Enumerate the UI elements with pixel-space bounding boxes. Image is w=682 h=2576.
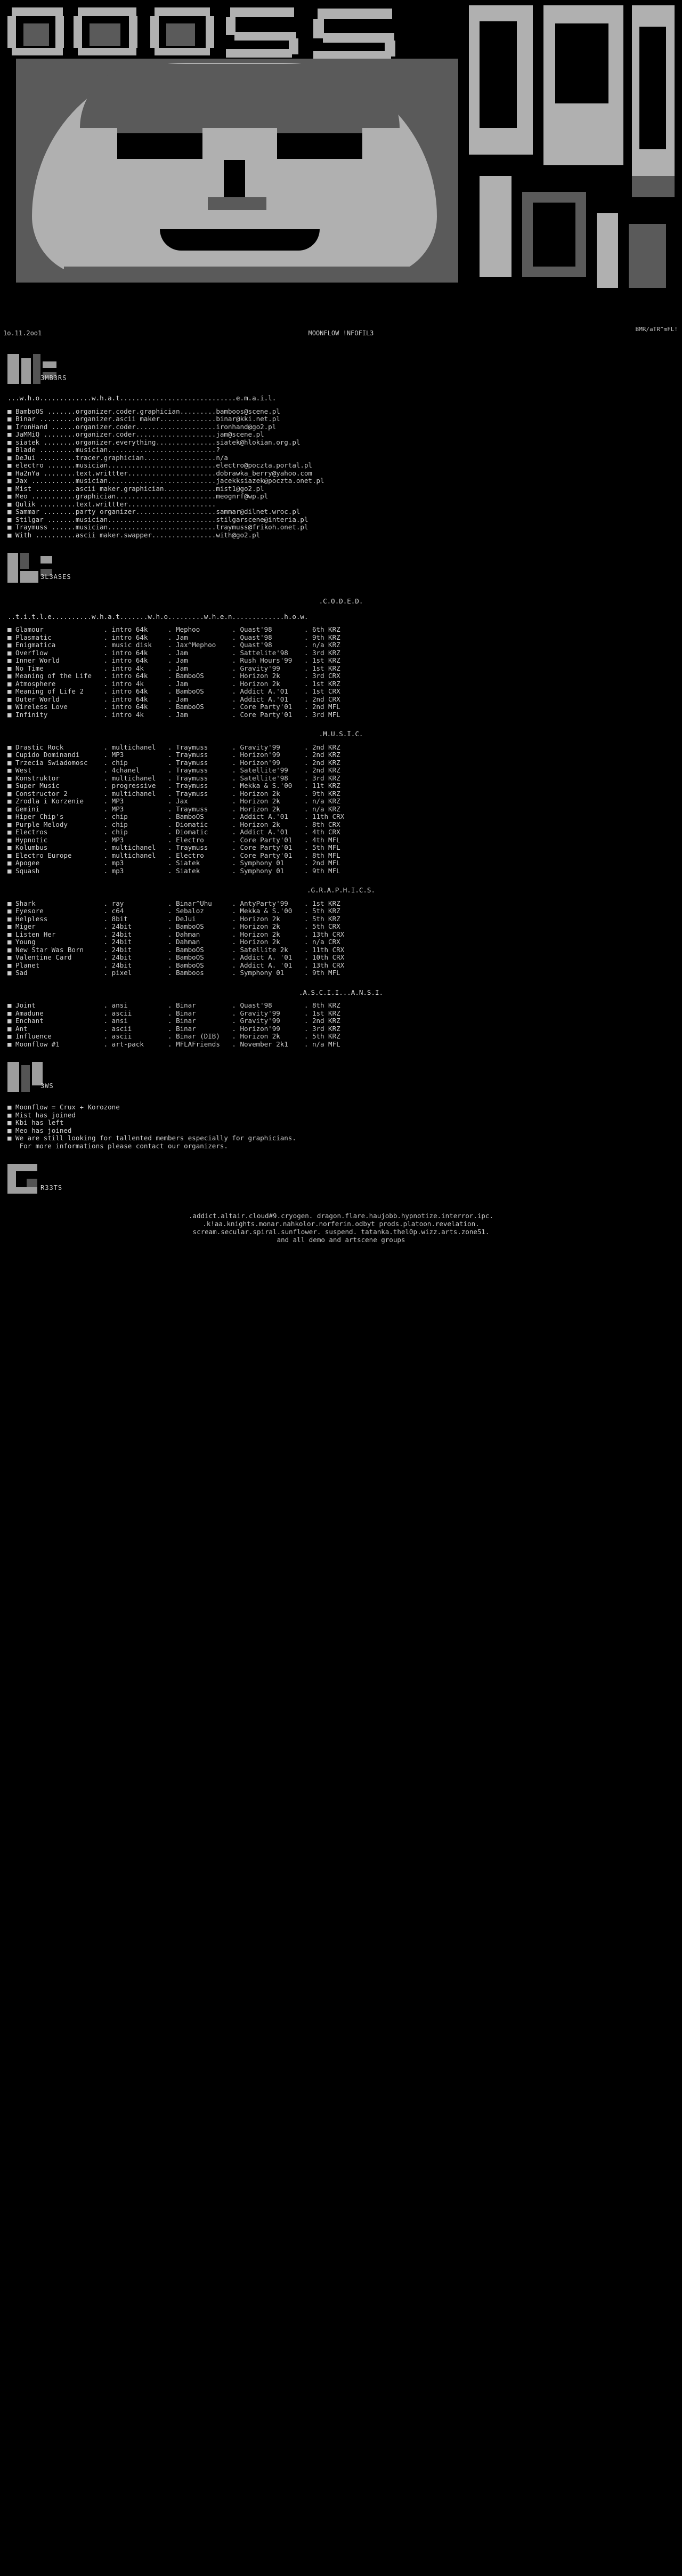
release-row: ■ Inner World . intro 64k . Jam . Rush Hours'99 . 1st KRZ <box>7 656 340 664</box>
release-row: ■ Drastic Rock . multichanel . Traymuss . Gravity'99 . 2nd KRZ <box>7 743 340 751</box>
news-ascii-glyph <box>7 1062 199 1095</box>
release-row: ■ Shark . ray . Binar^Uhu . AntyParty'99 . 1st KRZ <box>7 899 340 907</box>
release-row: ■ Enigmatica . music disk . Jax^Mephoo . Quast'98 . n/a KRZ <box>7 641 340 649</box>
release-row: ■ Glamour . intro 64k . Mephoo . Quast'98 . 6th KRZ <box>7 625 340 633</box>
greets-section-label: R33TS <box>40 1184 63 1192</box>
release-row: ■ Wireless Love . intro 64k . BamboOS . Core Party'01 . 2nd MFL <box>7 703 340 711</box>
member-row: ■ IronHand ......organizer.coder....................ironhand@go2.pl <box>7 422 277 431</box>
member-row: ■ electro .......musician...........................electro@poczta.portal.pl <box>7 461 312 469</box>
greets-ascii-glyph <box>7 1164 199 1197</box>
member-row: ■ siatek ........organizer.everything...............siatek@hlokian.org.pl <box>7 438 301 446</box>
banner-date: 1o.11.2oo1 <box>3 329 42 337</box>
member-row: ■ Blade .........musician...........................? <box>7 446 220 454</box>
banner-release-title: MOONFLOW !NFOFIL3 <box>308 329 374 337</box>
release-row: ■ Young . 24bit . Dahman . Horizon 2k . n/a CRX <box>7 938 340 946</box>
member-row: ■ Stilgar .......musician...........................stilgarscene@interia.pl <box>7 515 308 524</box>
infofile-page <box>0 0 682 1259</box>
member-row: ■ Meo ...........graphician.........................meognrf@wp.pl <box>7 492 269 500</box>
section-members <box>0 341 682 540</box>
release-row: ■ Plasmatic . intro 64k . Jam . Quast'98 . 9th KRZ <box>7 633 340 641</box>
release-row: ■ Sad . pixel . Bamboos . Symphony 01 . 9th MFL <box>7 969 340 977</box>
releases-category-title-ascii: .A.S.C.I.I...A.N.S.I. <box>298 988 384 996</box>
news-item: ■ Moonflow = Crux + Korozone <box>7 1103 120 1111</box>
release-row: ■ Listen Her . 24bit . Dahman . Horizon 2k . 13th CRX <box>7 930 345 938</box>
member-row: ■ With ..........ascii maker.swapper................with@go2.pl <box>7 530 261 539</box>
releases-category-title-music: .M.U.S.I.C. <box>319 730 363 738</box>
greets-list <box>0 1206 682 1258</box>
release-row: ■ Meaning of the Life . intro 64k . BamboOS . Horizon 2k . 3rd CRX <box>7 672 340 680</box>
release-row: ■ Moonflow #1 . art-pack . MFLAFriends . November 2k1 . n/a MFL <box>7 1040 340 1048</box>
news-section-label: 3WS <box>40 1082 54 1090</box>
ascii-face-artwork <box>0 0 682 320</box>
release-row: ■ Outer World . intro 64k . Jam . Addict A.'01 . 2nd CRX <box>7 695 340 703</box>
release-row: ■ Super Music . progressive . Traymuss . Mekka & S.'00 . 11t KRZ <box>7 782 340 790</box>
release-row: ■ Overflow . intro 64k . Jam . Sattelite'98 . 3rd KRZ <box>7 648 340 657</box>
member-row: ■ Qulik .........text.writtter...................... <box>7 500 216 508</box>
members-column-header: ...w.h.o.............w.h.a.t.............................e.m.a.i.l. <box>7 394 277 402</box>
release-row: ■ Kolumbus . multichanel . Traymuss . Core Party'01 . 5th MFL <box>7 843 340 851</box>
members-section-label: 3MB3RS <box>40 374 67 382</box>
release-row: ■ Influence . ascii . Binar (DIB) . Horizon 2k . 5th KRZ <box>7 1032 340 1040</box>
release-row: ■ Miger . 24bit . BamboOS . Horizon 2k . 5th CRX <box>7 922 340 930</box>
section-releases <box>0 540 682 1049</box>
banner-artist-credit: BMR/aTR^mFL! <box>635 326 678 333</box>
members-ascii-glyph <box>7 354 199 387</box>
release-row: ■ Trzecia Swiadomosc . chip . Traymuss . Horizon'99 . 2nd KRZ <box>7 758 340 767</box>
release-row: ■ Cupido Dominandi . MP3 . Traymuss . Horizon'99 . 2nd KRZ <box>7 751 340 759</box>
release-row: ■ Zrodla i Korzenie . MP3 . Jax . Horizon 2k . n/a KRZ <box>7 797 340 805</box>
news-item: ■ Kbi has left <box>7 1118 64 1126</box>
releases-list-ascii <box>0 1002 682 1048</box>
release-row: ■ Ant . ascii . Binar . Horizon'99 . 3rd KRZ <box>7 1024 340 1033</box>
release-row: ■ Gemini . MP3 . Traymuss . Horizon 2k . n/a KRZ <box>7 804 340 813</box>
release-row: ■ Enchant . ansi . Binar . Gravity'99 . 2nd KRZ <box>7 1017 340 1025</box>
releases-column-header: ..t.i.t.l.e..........w.h.a.t.......w.h.o.........w.h.e.n.............h.o.w. <box>7 612 308 621</box>
release-row: ■ Electro Europe . multichanel . Electro . Core Party'01 . 8th MFL <box>7 851 340 859</box>
release-row: ■ West . 4chanel . Traymuss . Satellite'99 . 2nd KRZ <box>7 766 340 774</box>
releases-category-title-coded: .C.O.D.E.D. <box>319 597 363 605</box>
greets-line: .addict.altair.cloud#9.cryogen. dragon.flare.haujobb.hypnotize.interror.ipc. <box>189 1212 493 1220</box>
releases-list-graphics <box>0 900 682 977</box>
releases-list-coded <box>0 626 682 719</box>
news-item: ■ We are still looking for tallented members especially for graphicians. <box>7 1134 296 1142</box>
release-row: ■ Eyesore . c64 . Sebaloz . Mekka & S.'00 . 5th KRZ <box>7 907 340 915</box>
members-list <box>0 408 682 540</box>
release-row: ■ Konstruktor . multichanel . Traymuss . Satellite'98 . 3rd KRZ <box>7 774 340 782</box>
section-greets <box>0 1151 682 1259</box>
releases-section-label: 3L3ASES <box>40 573 71 581</box>
release-row: ■ Joint . ansi . Binar . Quast'98 . 8th KRZ <box>7 1001 340 1009</box>
release-row: ■ Apogee . mp3 . Siatek . Symphony 01 . 2nd MFL <box>7 859 340 867</box>
member-row: ■ DeJui .........tracer.graphician..................n/a <box>7 453 228 462</box>
member-row: ■ BamboOS .......organizer.coder.graphician.........bamboos@scene.pl <box>7 407 280 415</box>
greets-line: and all demo and artscene groups <box>277 1236 405 1244</box>
member-row: ■ JaMMiQ ........organizer.coder....................jam@scene.pl <box>7 430 264 438</box>
release-row: ■ Hypnotic . MP3 . Electro . Core Party'01 . 4th MFL <box>7 835 340 844</box>
release-row: ■ Amadune . ascii . Binar . Gravity'99 . 1st KRZ <box>7 1009 340 1017</box>
member-row: ■ Sammar ........party organizer....................sammar@dilnet.wroc.pl <box>7 508 301 516</box>
release-row: ■ Helpless . 8bit . DeJui . Horizon 2k . 5th KRZ <box>7 914 340 923</box>
release-row: ■ Planet . 24bit . BamboOS . Addict A. '01 . 13th CRX <box>7 961 345 969</box>
news-list <box>0 1104 682 1150</box>
section-news <box>0 1049 682 1151</box>
member-row: ■ Ha2nYa ........text.writtter......................dobrawka_berry@yahoo.com <box>7 469 312 477</box>
news-item: ■ Mist has joined <box>7 1110 76 1119</box>
release-row: ■ Purple Melody . chip . Diomatic . Horizon 2k . 8th CRX <box>7 820 340 828</box>
releases-category-title-graphics: .G.R.A.P.H.I.C.S. <box>307 886 375 894</box>
release-row: ■ Infinity . intro 4k . Jam . Core Party'01 . 3rd MFL <box>7 710 340 719</box>
member-row: ■ Jax ...........musician...........................jacekksiazek@poczta.onet.pl <box>7 477 324 485</box>
release-row: ■ Valentine Card . 24bit . BamboOS . Addict A. '01 . 10th CRX <box>7 953 345 961</box>
member-row: ■ Traymuss ......musician...........................traymuss@frikoh.onet.pl <box>7 523 308 531</box>
release-row: ■ Electros . chip . Diomatic . Addict A.'01 . 4th CRX <box>7 828 340 836</box>
greets-line: .k!aa.knights.monar.nahkolor.norferin.odbyt prods.platoon.revelation. <box>202 1220 480 1228</box>
releases-ascii-glyph <box>7 553 199 586</box>
news-item: ■ Meo has joined <box>7 1126 72 1134</box>
news-item: For more informations please contact our organizers. <box>7 1141 228 1150</box>
release-row: ■ New Star Was Born . 24bit . BamboOS . Satellite 2k . 11th CRX <box>7 945 345 954</box>
member-row: ■ Binar .........organizer.ascii maker..............binar@kki.net.pl <box>7 415 280 423</box>
releases-list-music <box>0 744 682 875</box>
greets-line: scream.secular.spiral.sunflower. suspend. tatanka.thel0p.wizz.arts.zone51. <box>192 1228 490 1236</box>
banner <box>0 0 682 341</box>
release-row: ■ Hiper Chip's . chip . BamboOS . Addict A.'01 . 11th CRX <box>7 812 345 820</box>
release-row: ■ Squash . mp3 . Siatek . Symphony 01 . 9th MFL <box>7 866 340 875</box>
release-row: ■ Atmosphere . intro 4k . Jam . Horizon 2k . 1st KRZ <box>7 679 340 688</box>
release-row: ■ Meaning of Life 2 . intro 64k . BamboOS . Addict A.'01 . 1st CRX <box>7 687 340 695</box>
member-row: ■ Mist ..........ascii maker.graphician.............mist1@go2.pl <box>7 484 264 493</box>
release-row: ■ No Time . intro 4k . Jam . Gravity'99 . 1st KRZ <box>7 664 340 672</box>
release-row: ■ Constructor 2 . multichanel . Traymuss . Horizon 2k . 9th KRZ <box>7 789 340 798</box>
